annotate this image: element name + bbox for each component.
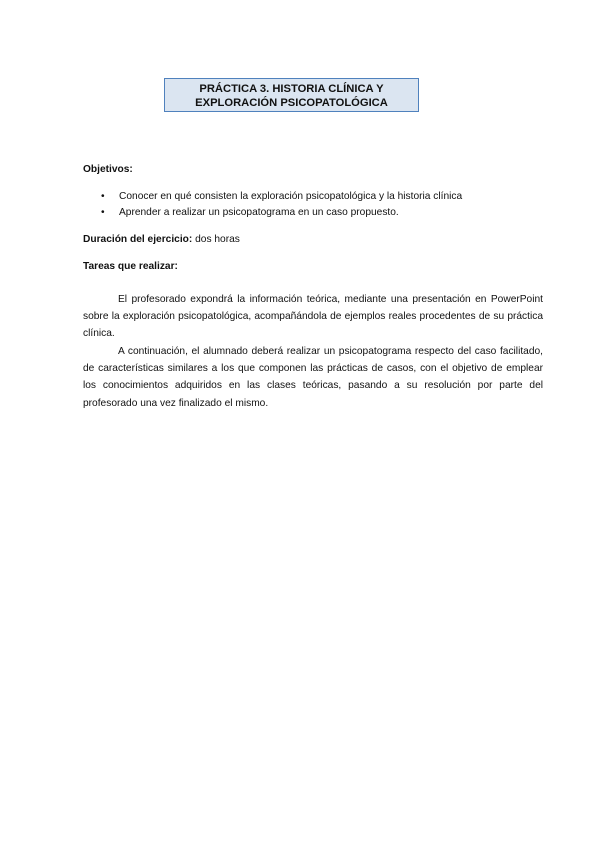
bullet-icon: •: [101, 191, 105, 202]
tasks-paragraph-1: El profesorado expondrá la información teórica, mediante una presentación en PowerPoint sobre la exploración psicopatológica, acompañándola de ejemplos reales procedentes de su práctica clínica.: [83, 294, 543, 340]
practice-title-box: [164, 78, 419, 112]
list-item: [83, 205, 462, 221]
duration-label: Duración del ejercicio:: [83, 234, 193, 245]
objective-text: Aprender a realizar un psicopatograma en un caso propuesto.: [119, 207, 399, 218]
title-line-1: PRÁCTICA 3. HISTORIA CLÍNICA Y: [199, 83, 384, 95]
list-item: [83, 189, 462, 205]
objectives-heading: Objetivos:: [83, 164, 133, 175]
tasks-heading: Tareas que realizar:: [83, 261, 178, 272]
bullet-icon: •: [101, 207, 105, 218]
objectives-list: [83, 189, 462, 221]
objective-text: Conocer en qué consisten la exploración psicopatológica y la historia clínica: [119, 191, 463, 202]
duration-line: [83, 233, 240, 247]
tasks-paragraph-2: A continuación, el alumnado deberá realizar un psicopatograma respecto del caso facilitado, de características similares a los que componen las prácticas de casos, con el objetivo de emplear los conocimientos adquiridos en las clases teóricas, pasando a su resolución por parte del profesorado una vez finalizado el mismo.: [83, 346, 543, 409]
title-line-2: EXPLORACIÓN PSICOPATOLÓGICA: [195, 97, 388, 109]
duration-value: dos horas: [192, 234, 240, 245]
